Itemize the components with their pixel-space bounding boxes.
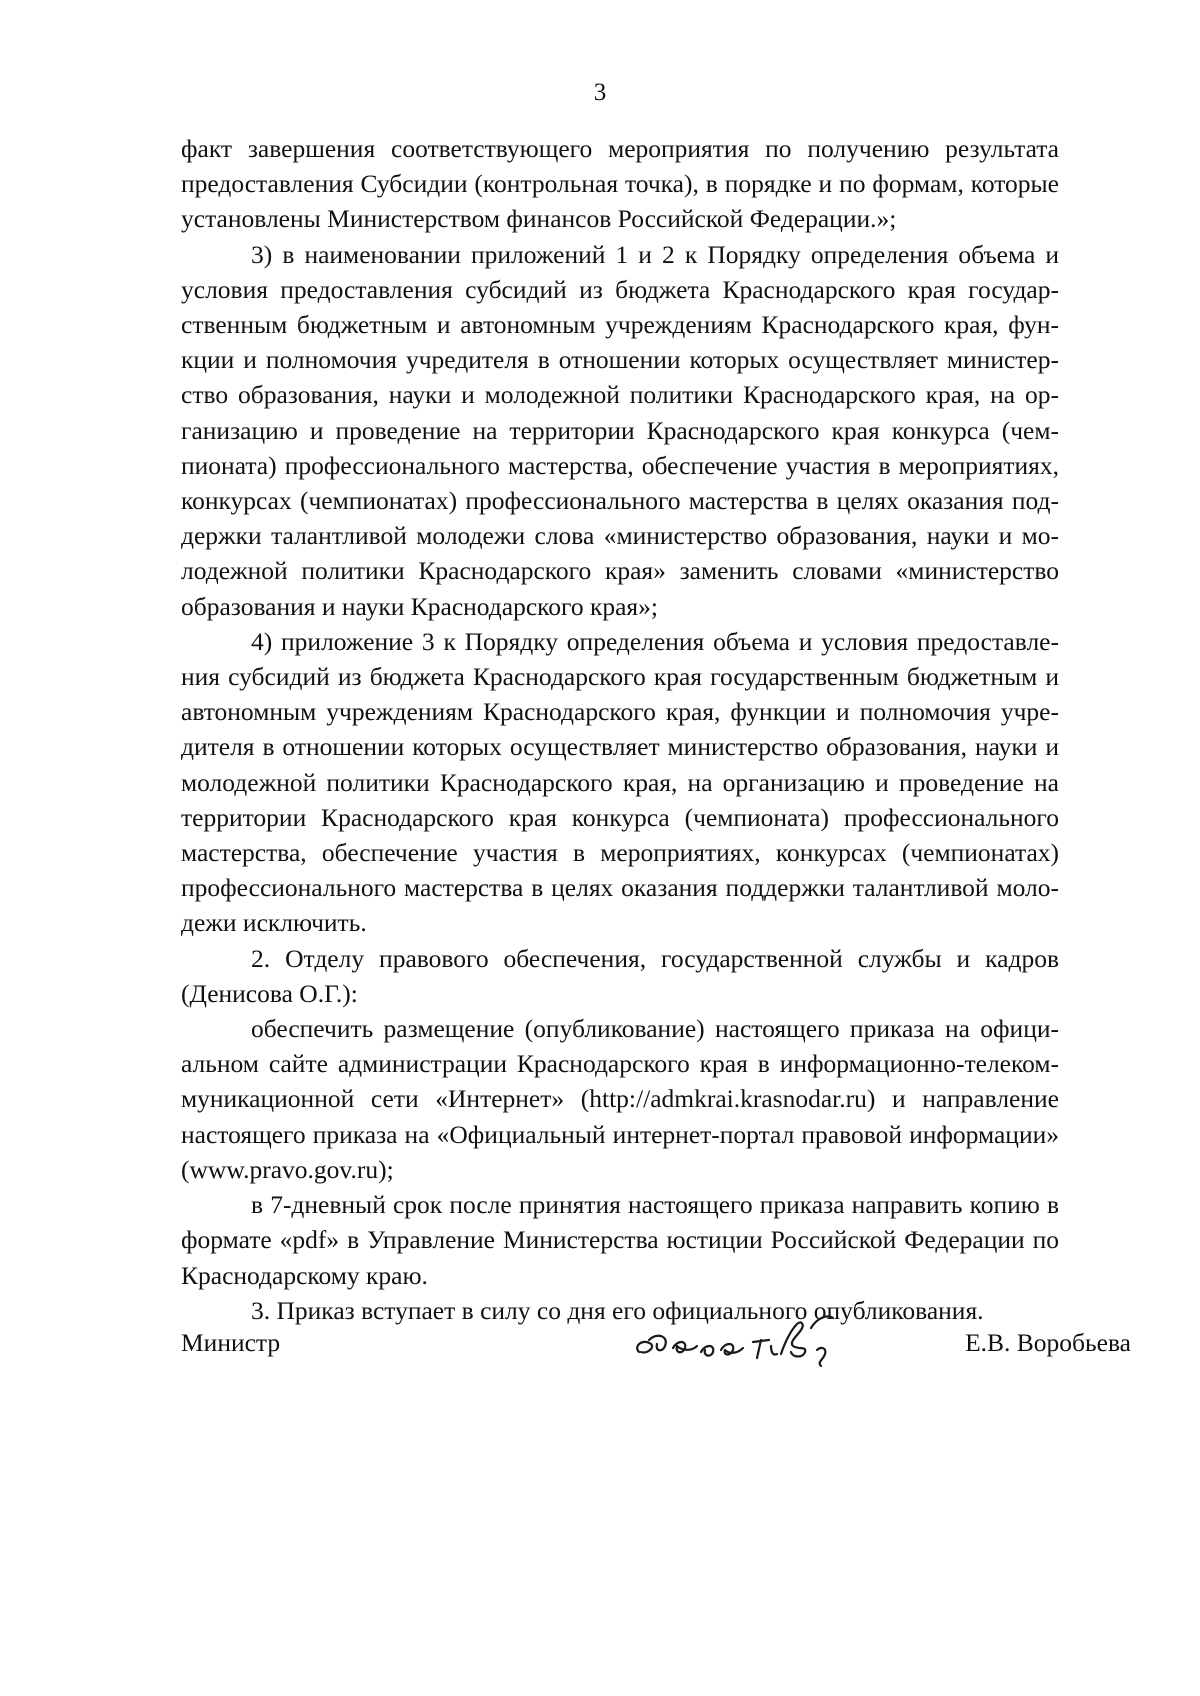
signature-block <box>181 1300 1131 1380</box>
paragraph-2: 3) в наименовании приложений 1 и 2 к Порядку определения объема и условия предоставления субсидий из бюджета Краснодарского края государственным бюджетным и автономным учреждениям Краснодарского края, функции и полномочия учредителя в отношении которых осуществляет министерство образования, науки и молодежной политики Краснодарского края, на организацию и проведение на территории Краснодарского края конкурса (чемпионата) профессионального мастерства, обеспечение участия в мероприятиях, конкурсах (чемпионатах) профессионального мастерства в целях оказания поддержки талантливой молодежи слова «министерство образования, науки и молодежной политики Краснодарского края» заменить словами «министерство образования и науки Краснодарского края»; <box>181 239 1059 621</box>
paragraph-1: факт завершения соответствующего мероприятия по получению результата предоставления Субсидии (контрольная точка), в порядке и по формам, которые установлены Министерством финансов Российской Федерации.»; <box>181 134 1059 234</box>
paragraph-4: 2. Отделу правового обеспечения, государственной службы и кадров (Денисова О.Г.): <box>181 943 1059 1008</box>
paragraph-7: 3. Приказ вступает в силу со дня его официального опубликования. <box>251 1295 984 1325</box>
signer-title: Министр <box>181 1328 281 1357</box>
page-number: 3 <box>593 79 607 106</box>
paragraph-5: обеспечить размещение (опубликование) настоящего приказа на официальном сайте администрации Краснодарского края в информационно-телекоммуникационной сети «Интернет» (http://admkrai.krasnodar.ru) и направление настоящего приказа на «Официальный интернет-портал правовой информации» (www.pravo.gov.ru); <box>181 1014 1059 1184</box>
signer-name: Е.В. Воробьева <box>965 1328 1131 1357</box>
paragraph-6: в 7-дневный срок после принятия настоящего приказа направить копию в формате «pdf» в Управление Министерства юстиции Российской Федерации по Краснодарскому краю. <box>181 1190 1059 1290</box>
paragraph-3: 4) приложение 3 к Порядку определения объема и условия предоставления субсидий из бюджета Краснодарского края государственным бюджетным и автономным учреждениям Краснодарского края, функции и полномочия учредителя в отношении которых осуществляет министерство образования, науки и молодежной политики Краснодарского края, на организацию и проведение на территории Краснодарского края конкурса (чемпионата) профессионального мастерства, обеспечение участия в мероприятиях, конкурсах (чемпионатах) профессионального мастерства в целях оказания поддержки талантливой молодежи исключить. <box>181 626 1059 938</box>
handwritten-signature <box>621 1300 871 1375</box>
document-body <box>181 131 1059 1328</box>
